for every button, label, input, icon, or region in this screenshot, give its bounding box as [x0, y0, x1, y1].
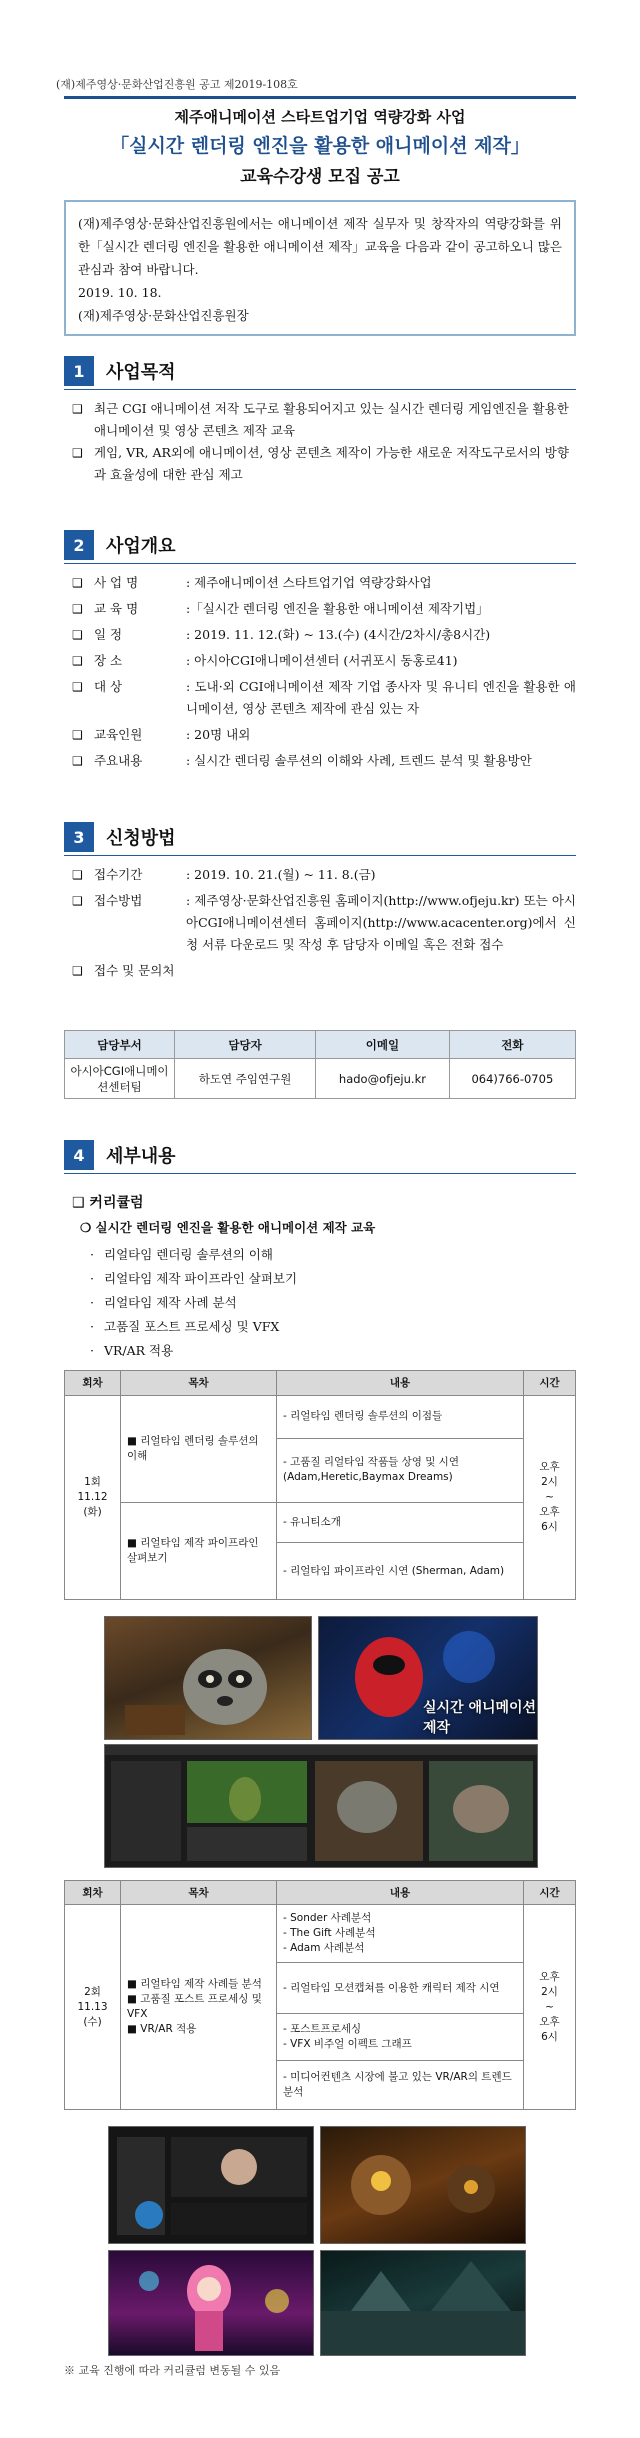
list-item: · 리얼타임 제작 파이프라인 살펴보기 — [88, 1267, 297, 1291]
table-row — [65, 1905, 576, 1963]
section-1-title: 사업목적 — [106, 362, 176, 383]
title-rule — [64, 96, 576, 99]
intro-org: (재)제주영상·문화산업진흥원장 — [78, 308, 249, 323]
session-1-time: 오후 2시 ~ 오후 6시 — [524, 1395, 576, 1599]
section-3-number: 3 — [64, 822, 94, 852]
section-rule — [64, 389, 576, 390]
table-header: 전화 — [449, 1031, 575, 1059]
schedule-table-1 — [64, 1370, 576, 1600]
title-line-3: 교육수강생 모집 공고 — [240, 167, 400, 187]
session-2-topic-3: ■ VR/AR 적용 — [127, 2023, 197, 2036]
section-rule — [64, 855, 576, 856]
schedule-table-2 — [64, 1880, 576, 2110]
session-2-content-2: - 리얼타임 모션캡쳐를 이용한 캐릭터 제작 시연 — [277, 1963, 524, 2014]
list-item: ❑ 장 소 : 아시아CGI애니메이션센터 (서귀포시 동홍로41) — [72, 653, 458, 668]
intro-date: 2019. 10. 18. — [78, 285, 162, 300]
vr-character-illustration — [109, 2251, 314, 2356]
list-item: ❑ 교 육 명 :「실시간 렌더링 엔진을 활용한 애니메이션 제작기법」 — [72, 601, 489, 616]
table-row — [65, 1502, 576, 1543]
promo-image-vr-character — [108, 2250, 314, 2356]
list-item: ❑ 접수 및 문의처 — [72, 963, 175, 978]
section-1-header — [64, 356, 576, 386]
table-row — [65, 1059, 576, 1099]
section-2-title: 사업개요 — [106, 536, 176, 557]
promo-image-editor — [104, 1744, 538, 1868]
promo-image-environment — [320, 2250, 526, 2356]
notice-number: (재)제주영상·문화산업진흥원 공고 제2019-108호 — [56, 78, 298, 91]
section-rule — [64, 563, 576, 564]
section-3-header — [64, 822, 576, 852]
table-header: 담당부서 — [65, 1031, 175, 1059]
promo-image-robot-scene — [320, 2126, 526, 2244]
table-header: 시간 — [524, 1881, 576, 1905]
session-1-content-3: - 유니티소개 — [277, 1502, 524, 1543]
intro-text: (재)제주영상·문화산업진흥원에서는 애니메이션 제작 실무자 및 창작자의 역량강화를 위한「실시간 렌더링 엔진을 활용한 애니메이션 제작」교육을 다음과 같이 공고하오니 많은 관심과 참여 바랍니다. — [78, 216, 562, 277]
environment-illustration — [321, 2251, 526, 2356]
list-item: ❑ 접수기간 : 2019. 10. 21.(월) ~ 11. 8.(금) — [72, 867, 376, 882]
contact-phone[interactable]: 064)766-0705 — [449, 1059, 575, 1099]
session-2-topic-1: ■ 리얼타임 제작 사례들 분석 — [127, 1978, 262, 1991]
list-item: ❑ 대 상 : 도내·외 CGI애니메이션 제작 기업 종사자 및 유니티 엔진을 활용한 애니메이션, 영상 콘텐츠 제작에 관심 있는 자 — [72, 679, 576, 716]
intro-box — [64, 200, 576, 336]
section-rule — [64, 1173, 576, 1174]
purpose-list — [72, 398, 576, 486]
table-header: 내용 — [277, 1371, 524, 1396]
curriculum-list — [88, 1243, 297, 1363]
mocap-illustration — [109, 2127, 314, 2244]
section-2-header — [64, 530, 576, 560]
contact-person: 하도연 주임연구원 — [175, 1059, 316, 1099]
list-item: · 리얼타임 렌더링 솔루션의 이해 — [88, 1243, 297, 1267]
promo-image-raccoon — [104, 1616, 312, 1740]
list-item: · VR/AR 적용 — [88, 1339, 297, 1363]
session-2-round: 2회 11.13 (수) — [65, 1905, 121, 2110]
title-line-2: 「실시간 렌더링 엔진을 활용한 애니메이션 제작」 — [110, 135, 530, 157]
table-header: 내용 — [277, 1881, 524, 1905]
list-item: ❑ 교육인원 : 20명 내외 — [72, 727, 251, 742]
list-item: ❑ 주요내용 : 실시간 렌더링 솔루션의 이해와 사례, 트렌드 분석 및 활용방안 — [72, 753, 532, 768]
table-header: 회차 — [65, 1371, 121, 1396]
promo-image-mocap — [108, 2126, 314, 2244]
session-1-round: 1회 11.12 (화) — [65, 1395, 121, 1599]
contact-table — [64, 1030, 576, 1099]
section-2-number: 2 — [64, 530, 94, 560]
list-item: ❑ 최근 CGI 애니메이션 저작 도구로 활용되어지고 있는 실시간 렌더링 게임엔진을 활용한 애니메이션 및 영상 콘텐츠 제작 교육 — [72, 398, 576, 442]
session-1-topic-2: ■ 리얼타임 제작 파이프라인 살펴보기 — [121, 1502, 277, 1600]
list-item: ❑ 일 정 : 2019. 11. 12.(화) ~ 13.(수) (4시간/2차시/총8시간) — [72, 627, 491, 642]
apply-list — [72, 864, 576, 986]
curriculum-heading: ❑ 커리큘럼 — [72, 1195, 144, 1211]
table-header: 시간 — [524, 1371, 576, 1396]
overview-list — [72, 572, 576, 776]
robot-scene-illustration — [321, 2127, 526, 2244]
promo-image-robot — [318, 1616, 538, 1740]
promo-image-caption: 실시간 애니메이션 제작 — [423, 1700, 537, 1736]
editor-screenshot-illustration — [105, 1745, 538, 1868]
session-2-content-4: - 미디어컨텐츠 시장에 불고 있는 VR/AR의 트렌드 분석 — [277, 2061, 524, 2110]
list-item: · 고품질 포스트 프로세싱 및 VFX — [88, 1315, 297, 1339]
session-1-content-1: - 리얼타임 렌더링 솔루션의 이점들 — [277, 1395, 524, 1438]
session-2-topics — [121, 1905, 277, 2110]
contact-dept: 아시아CGI애니메이션센터팀 — [65, 1059, 175, 1099]
section-1-number: 1 — [64, 356, 94, 386]
table-header: 목차 — [121, 1881, 277, 1905]
session-1-topic-1: ■ 리얼타임 렌더링 솔루션의 이해 — [121, 1395, 277, 1502]
footnote: ※ 교육 진행에 따라 커리큘럼 변동될 수 있음 — [64, 2364, 281, 2377]
session-1-content-2: - 고품질 리얼타임 작품들 상영 및 시연 (Adam,Heretic,Baymax Dreams) — [277, 1439, 524, 1502]
raccoon-illustration — [105, 1617, 312, 1740]
section-4-title: 세부내용 — [106, 1146, 176, 1167]
table-header: 회차 — [65, 1881, 121, 1905]
list-item: ❑ 접수방법 : 제주영상·문화산업진흥원 홈페이지(http://www.ofjeju.kr) 또는 아시아CGI애니메이션센터 홈페이지(http://www.acacenter.org)에서 신청 서류 다운로드 및 작성 후 담당자 이메일 혹은 전화 접수 — [72, 893, 576, 952]
table-header: 목차 — [121, 1371, 277, 1396]
session-2-topic-2: ■ 고품질 포스트 프로세싱 및 VFX — [127, 1993, 262, 2021]
section-4-number: 4 — [64, 1140, 94, 1170]
session-2-content-3: - 포스트프로세싱 - VFX 비주얼 이펙트 그래프 — [277, 2014, 524, 2061]
table-header: 이메일 — [316, 1031, 450, 1059]
table-header: 담당자 — [175, 1031, 316, 1059]
section-3-title: 신청방법 — [106, 828, 176, 849]
contact-email[interactable]: hado@ofjeju.kr — [316, 1059, 450, 1099]
table-row — [65, 1395, 576, 1438]
list-item: · 리얼타임 제작 사례 분석 — [88, 1291, 297, 1315]
session-2-content-1: - Sonder 사례분석 - The Gift 사례분석 - Adam 사례분석 — [277, 1905, 524, 1963]
session-1-content-4: - 리얼타임 파이프라인 시연 (Sherman, Adam) — [277, 1543, 524, 1600]
section-4-header — [64, 1140, 576, 1170]
title-line-1: 제주애니메이션 스타트업기업 역량강화 사업 — [174, 108, 466, 126]
session-2-time: 오후 2시 ~ 오후 6시 — [524, 1905, 576, 2110]
title-block — [64, 106, 576, 187]
list-item: ❑ 게임, VR, AR외에 애니메이션, 영상 콘텐츠 제작이 가능한 새로운 저작도구로서의 방향과 효율성에 대한 관심 제고 — [72, 442, 576, 486]
list-item: ❑ 사 업 명 : 제주애니메이션 스타트업기업 역량강화사업 — [72, 575, 432, 590]
curriculum-subheading: ❍ 실시간 렌더링 엔진을 활용한 애니메이션 제작 교육 — [80, 1220, 376, 1235]
